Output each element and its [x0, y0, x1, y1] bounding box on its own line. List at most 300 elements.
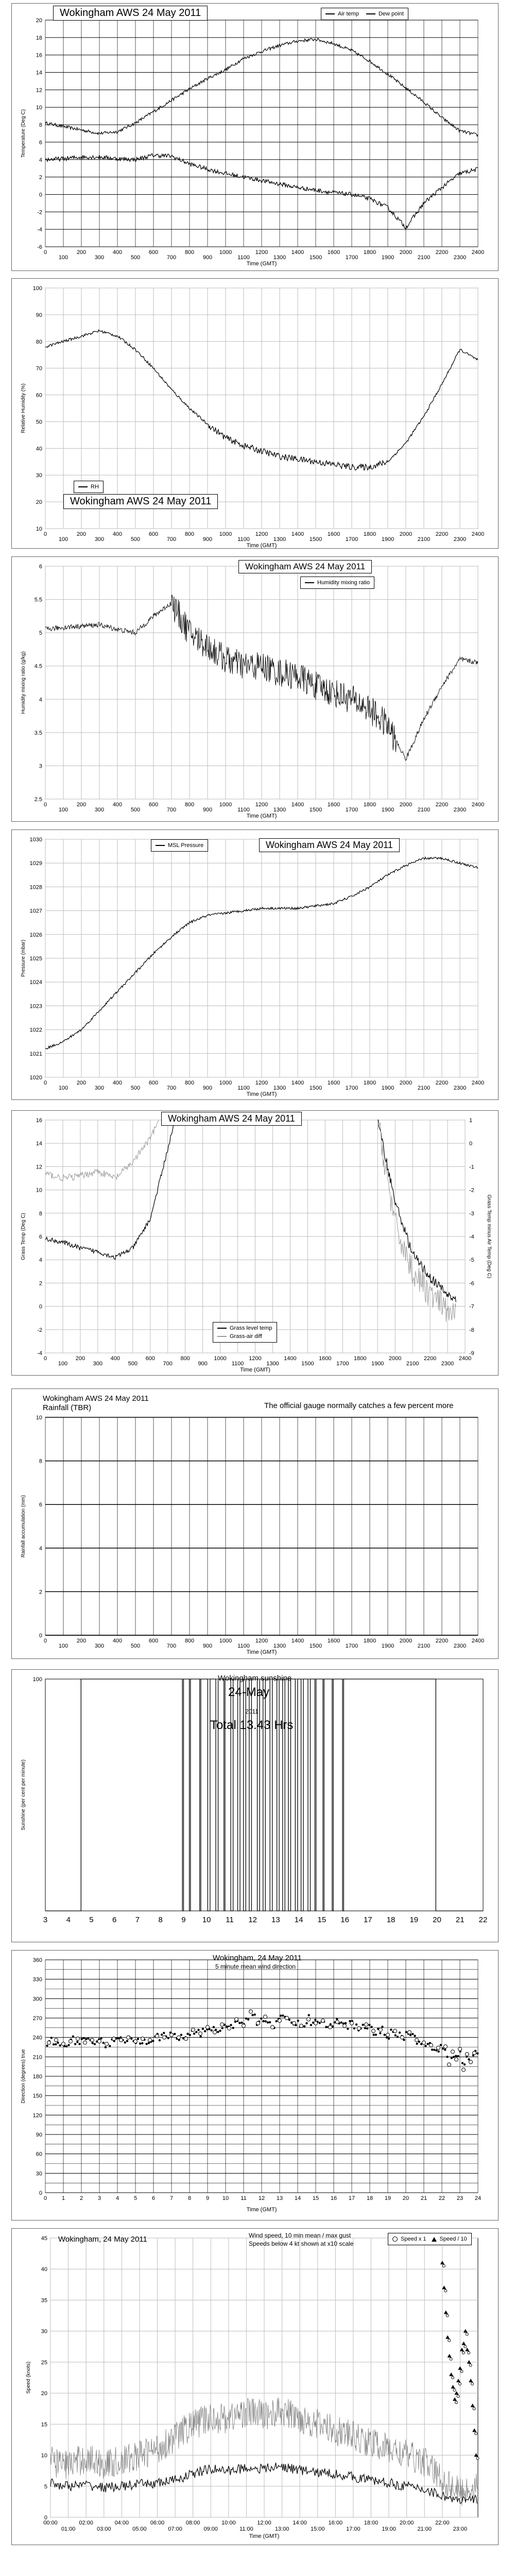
wind-direction-marker — [184, 2037, 188, 2041]
wind-direction-marker — [83, 2041, 87, 2044]
x-tick-label: 600 — [148, 1080, 159, 1086]
x-tick-label: 22:00 — [435, 2520, 450, 2526]
wind-direction-marker — [242, 2024, 246, 2028]
chart-title: Wokingham AWS 24 May 2011 — [63, 494, 218, 509]
y2-tick-label: 0 — [469, 1141, 473, 1147]
x-tick-label: 100 — [58, 255, 68, 261]
speed-x1-marker — [473, 2408, 475, 2410]
x-tick-label: 21 — [455, 1916, 465, 1924]
x-tick-label: 10:00 — [221, 2520, 236, 2526]
wind-direction-point — [427, 2043, 429, 2045]
wind-direction-marker — [170, 2033, 174, 2037]
chart-title: Wokingham AWS 24 May 2011 — [161, 1112, 302, 1126]
wind-direction-point — [297, 2020, 299, 2022]
x-tick-label: 1400 — [291, 249, 304, 256]
x-tick-label: 1100 — [237, 255, 250, 261]
x-tick-label: 300 — [93, 1361, 103, 1367]
x-tick-label: 11:00 — [239, 2526, 253, 2532]
x-tick-label: 1000 — [214, 1355, 227, 1362]
x-tick-label: 600 — [148, 802, 159, 808]
wind-direction-marker — [192, 2028, 195, 2031]
speed-x1-marker — [475, 2432, 477, 2435]
wind-direction-point — [152, 2040, 154, 2042]
x-tick-label: 2 — [79, 2195, 83, 2201]
x-tick-label: 800 — [184, 531, 195, 537]
x-tick-label: 1900 — [381, 255, 394, 261]
x-tick-label: 2300 — [453, 1643, 467, 1649]
wind-direction-chart — [12, 1951, 499, 2221]
wind-direction-point — [303, 2025, 305, 2027]
speed-x1-marker — [446, 2314, 449, 2317]
speed-x1-marker — [462, 2351, 465, 2354]
x-axis-label: Time (GMT) — [246, 2207, 277, 2213]
x-tick-label: 1600 — [319, 1355, 332, 1362]
wind-direction-point — [174, 2033, 176, 2035]
y-tick-label: 45 — [41, 2235, 47, 2242]
plot-area — [45, 1679, 483, 1911]
x-tick-label: 900 — [198, 1361, 208, 1367]
y-tick-label: 120 — [32, 2112, 42, 2119]
legend-label: MSL Pressure — [168, 842, 204, 849]
wind-direction-point — [55, 2043, 57, 2045]
y-tick-label: 4 — [39, 1257, 42, 1264]
wind-direction-point — [72, 2036, 74, 2038]
y-tick-label: -2 — [37, 209, 42, 216]
wind-direction-point — [405, 2031, 407, 2033]
x-tick-label: 0 — [43, 1080, 47, 1086]
wind-direction-point — [81, 2038, 83, 2040]
wind-direction-point — [137, 2038, 139, 2040]
x-tick-label: 21 — [420, 2195, 427, 2201]
x-tick-label: 1300 — [273, 536, 286, 543]
wind-direction-point — [102, 2042, 105, 2044]
y-tick-label: 6 — [39, 1234, 42, 1240]
x-tick-label: 1800 — [363, 531, 376, 537]
x-tick-label: 2300 — [441, 1361, 454, 1367]
speed-x1-marker — [457, 2395, 459, 2398]
wind-direction-point — [399, 2031, 401, 2033]
y2-tick-label: -6 — [469, 1280, 474, 1287]
y-axis-label: Humidity mixing ratio (g/kg) — [21, 651, 26, 714]
x-tick-label: 400 — [112, 531, 123, 537]
wind-direction-point — [219, 2030, 221, 2032]
x-tick-label: 200 — [76, 1080, 87, 1086]
x-tick-label: 2100 — [417, 536, 431, 543]
wind-direction-point — [355, 2023, 357, 2025]
x-tick-label: 2000 — [399, 1080, 413, 1086]
wind-direction-point — [260, 2018, 262, 2020]
wind-direction-marker — [444, 2045, 448, 2048]
wind-direction-point — [100, 2037, 102, 2039]
y-tick-label: 90 — [36, 312, 42, 318]
x-tick-label: 1000 — [219, 1080, 232, 1086]
wind-direction-marker — [307, 2018, 311, 2021]
wind-direction-marker — [256, 2022, 260, 2025]
speed-x1-marker — [453, 2389, 456, 2392]
y-tick-label: 4.5 — [34, 663, 42, 670]
wind-direction-point — [394, 2034, 397, 2036]
x-tick-label: 0 — [43, 2195, 47, 2201]
x-tick-label: 2400 — [471, 531, 485, 537]
x-tick-label: 800 — [184, 1080, 195, 1086]
x-tick-label: 300 — [94, 536, 105, 543]
y-tick-label: 2 — [39, 1280, 42, 1287]
wind-direction-point — [204, 2030, 206, 2032]
wind-direction-point — [409, 2034, 411, 2036]
y2-axis-label: Grass Temp minus Air Temp (Deg C) — [486, 1194, 492, 1279]
wind-direction-point — [67, 2044, 70, 2046]
x-axis-label: Time (GMT) — [246, 1649, 277, 1655]
wind-direction-point — [431, 2048, 433, 2050]
x-axis-label: Time (GMT) — [249, 2533, 280, 2539]
wind-direction-point — [217, 2031, 219, 2033]
y-tick-label: 210 — [32, 2054, 42, 2061]
x-tick-label: 100 — [58, 1643, 68, 1649]
wind-direction-point — [167, 2037, 169, 2039]
x-tick-label: 200 — [75, 1355, 85, 1362]
x-tick-label: 1500 — [309, 807, 322, 813]
y-tick-label: 12 — [36, 87, 42, 94]
speed-x1-marker — [464, 2345, 467, 2348]
wind-direction-marker — [156, 2035, 159, 2038]
speed-x1-marker — [444, 2290, 447, 2292]
y-tick-label: 4 — [39, 1545, 42, 1552]
chart-subtitle: 5 minute mean wind direction — [215, 1963, 296, 1970]
wind-direction-chart-panel — [11, 1950, 499, 2221]
wind-direction-point — [163, 2032, 165, 2034]
speed-x1-marker — [448, 2339, 451, 2342]
legend-swatch — [366, 13, 375, 14]
rainfall-chart-panel — [11, 1388, 499, 1659]
x-tick-label: 500 — [130, 255, 141, 261]
wind-speed-chart-panel — [11, 2228, 499, 2545]
x-tick-label: 2000 — [399, 802, 413, 808]
x-tick-label: 2000 — [399, 1638, 413, 1644]
y2-tick-label: -9 — [469, 1350, 474, 1357]
x-tick-label: 04:00 — [114, 2520, 129, 2526]
x-tick-label: 00:00 — [43, 2520, 58, 2526]
chart-subtitle: Rainfall (TBR) — [43, 1403, 92, 1412]
y-tick-label: 1024 — [29, 979, 42, 986]
wind-direction-point — [433, 2049, 435, 2051]
y-tick-label: 20 — [36, 18, 42, 24]
x-tick-label: 100 — [58, 536, 68, 543]
wind-direction-point — [464, 2063, 466, 2065]
y-tick-label: 5 — [44, 2483, 47, 2490]
x-tick-label: 19 — [384, 2195, 391, 2201]
x-tick-label: 2200 — [435, 1638, 449, 1644]
x-tick-label: 2000 — [399, 531, 413, 537]
wind-direction-point — [461, 2062, 464, 2064]
chart-title: Wokingham AWS 24 May 2011 — [53, 6, 208, 21]
x-tick-label: 1000 — [219, 1638, 232, 1644]
x-tick-label: 07:00 — [168, 2526, 182, 2532]
x-tick-label: 500 — [128, 1361, 138, 1367]
wind-direction-point — [245, 2018, 247, 2020]
grass-temp-chart-panel — [11, 1110, 499, 1376]
x-tick-label: 1500 — [309, 1085, 322, 1091]
y-tick-label: -2 — [37, 1327, 42, 1333]
x-tick-label: 700 — [166, 536, 177, 543]
x-tick-label: 13:00 — [274, 2526, 289, 2532]
wind-direction-point — [57, 2042, 59, 2044]
speed-x1-marker — [460, 2370, 463, 2372]
x-tick-label: 400 — [110, 1355, 121, 1362]
y-axis-label: Temperature (Deg C) — [21, 109, 26, 158]
x-tick-label: 15 — [312, 2195, 319, 2201]
x-tick-label: 2200 — [435, 249, 449, 256]
x-tick-label: 1200 — [255, 1638, 268, 1644]
y-tick-label: 100 — [32, 285, 42, 292]
mixing-ratio-chart — [12, 557, 499, 822]
x-tick-label: 2400 — [471, 802, 485, 808]
wind-direction-point — [78, 2043, 80, 2045]
x-tick-label: 400 — [112, 1638, 123, 1644]
speed-x1-marker — [450, 2358, 452, 2360]
wind-direction-marker — [462, 2068, 466, 2072]
chart-legend — [213, 1322, 277, 1343]
wind-direction-marker — [422, 2041, 426, 2044]
wind-direction-point — [375, 2033, 377, 2036]
y-axis-label: Speed (knots) — [26, 2361, 31, 2394]
y-tick-label: 90 — [36, 2132, 42, 2138]
wind-direction-point — [148, 2042, 150, 2044]
wind-direction-point — [232, 2027, 234, 2029]
y-tick-label: 4 — [39, 697, 42, 703]
x-tick-label: 4 — [115, 2195, 119, 2201]
x-tick-label: 300 — [94, 1643, 105, 1649]
wind-direction-marker — [300, 2024, 303, 2028]
wind-direction-point — [202, 2028, 204, 2030]
y-axis-label: Pressure (mbar) — [21, 939, 26, 977]
wind-direction-marker — [473, 2051, 476, 2055]
y-tick-label: 1027 — [29, 908, 42, 914]
wind-direction-point — [390, 2029, 392, 2031]
wind-direction-point — [109, 2045, 111, 2047]
y-axis-label: Grass Temp (Deg C) — [21, 1213, 26, 1260]
x-tick-label: 2400 — [471, 1080, 485, 1086]
y-tick-label: 1023 — [29, 1003, 42, 1010]
wind-direction-marker — [163, 2036, 166, 2039]
x-tick-label: 400 — [112, 802, 123, 808]
x-tick-label: 100 — [58, 807, 68, 813]
x-tick-label: 7 — [135, 1916, 140, 1924]
wind-direction-marker — [228, 2027, 231, 2030]
y-tick-label: 4 — [39, 157, 42, 163]
x-tick-label: 2300 — [453, 536, 467, 543]
y-tick-label: 360 — [32, 1957, 42, 1963]
wind-direction-point — [126, 2040, 128, 2042]
x-tick-label: 18 — [366, 2195, 373, 2201]
x-tick-label: 300 — [94, 1085, 105, 1091]
y-tick-label: 3.5 — [34, 730, 42, 736]
wind-direction-point — [340, 2022, 342, 2024]
x-tick-label: 1500 — [309, 1643, 322, 1649]
wind-direction-marker — [47, 2041, 51, 2044]
y-tick-label: 0 — [39, 2190, 42, 2196]
wind-direction-point — [189, 2034, 191, 2036]
wind-direction-point — [366, 2027, 368, 2029]
legend-item-air-temp — [325, 10, 359, 18]
x-tick-label: 2200 — [423, 1355, 437, 1362]
y-tick-label: 20 — [41, 2391, 47, 2397]
x-tick-label: 12:00 — [257, 2520, 271, 2526]
chart-legend — [151, 839, 208, 852]
x-tick-label: 20:00 — [399, 2520, 414, 2526]
wind-direction-point — [416, 2043, 418, 2045]
x-tick-label: 200 — [76, 1638, 87, 1644]
x-tick-label: 1800 — [363, 1638, 376, 1644]
x-tick-label: 6 — [151, 2195, 156, 2201]
wind-direction-point — [280, 2014, 282, 2016]
x-tick-label: 5 — [89, 1916, 94, 1924]
x-tick-label: 24 — [474, 2195, 482, 2201]
x-tick-label: 12 — [248, 1916, 257, 1924]
x-tick-label: 1900 — [371, 1361, 384, 1367]
speed-x1-marker — [471, 2383, 474, 2385]
pressure-chart-panel — [11, 829, 499, 1100]
x-tick-label: 15:00 — [310, 2526, 325, 2532]
x-tick-label: 3 — [43, 1916, 48, 1924]
x-axis-label: Time (GMT) — [246, 1091, 277, 1097]
wind-direction-marker — [119, 2038, 123, 2042]
x-tick-label: 6 — [112, 1916, 117, 1924]
x-tick-label: 700 — [166, 1085, 177, 1091]
x-tick-label: 400 — [112, 1080, 123, 1086]
x-tick-label: 2200 — [435, 1080, 449, 1086]
wind-direction-marker — [466, 2053, 469, 2056]
x-tick-label: 900 — [202, 536, 213, 543]
wind-direction-point — [130, 2038, 132, 2040]
x-axis-label: Time (GMT) — [246, 813, 277, 819]
date-label: 24-May — [228, 1685, 270, 1699]
x-tick-label: 0 — [43, 802, 47, 808]
x-tick-label: 1500 — [309, 536, 322, 543]
wind-direction-point — [388, 2038, 390, 2040]
wind-direction-marker — [321, 2019, 325, 2023]
wind-direction-marker — [415, 2038, 419, 2042]
x-tick-label: 1200 — [255, 1080, 268, 1086]
y-tick-label: 0 — [39, 1303, 42, 1310]
speed-x1-marker — [442, 2265, 445, 2267]
x-tick-label: 0 — [43, 249, 47, 256]
x-tick-label: 08:00 — [185, 2520, 200, 2526]
x-tick-label: 1400 — [291, 531, 304, 537]
x-tick-label: 1500 — [301, 1361, 314, 1367]
wind-direction-marker — [278, 2019, 282, 2023]
x-tick-label: 1000 — [219, 531, 232, 537]
y-tick-label: 16 — [36, 1117, 42, 1124]
x-tick-label: 200 — [76, 249, 87, 256]
y-tick-label: 1022 — [29, 1027, 42, 1033]
x-tick-label: 1300 — [266, 1361, 279, 1367]
wind-direction-marker — [76, 2037, 80, 2041]
x-tick-label: 5 — [133, 2195, 138, 2201]
x-tick-label: 0 — [43, 1355, 47, 1362]
x-tick-label: 01:00 — [61, 2526, 76, 2532]
x-tick-label: 18 — [386, 1916, 396, 1924]
x-tick-label: 700 — [166, 255, 177, 261]
wind-direction-point — [442, 2047, 444, 2049]
y-tick-label: 30 — [41, 2328, 47, 2335]
y-tick-label: 50 — [36, 419, 42, 426]
wind-direction-point — [76, 2041, 78, 2043]
wind-direction-marker — [386, 2033, 390, 2037]
wind-direction-marker — [141, 2037, 145, 2041]
speed-x1-marker — [469, 2364, 472, 2366]
y-tick-label: 18 — [36, 35, 42, 41]
y-tick-label: 2 — [39, 1589, 42, 1596]
x-tick-label: 8 — [187, 2195, 192, 2201]
wind-direction-marker — [379, 2028, 383, 2031]
x-tick-label: 1300 — [273, 1085, 286, 1091]
x-tick-label: 23:00 — [453, 2526, 468, 2532]
sunshine-chart-panel — [11, 1669, 499, 1942]
wind-direction-marker — [91, 2038, 94, 2042]
wind-direction-point — [221, 2027, 224, 2029]
x-tick-label: 4 — [66, 1916, 71, 1924]
x-tick-label: 03:00 — [96, 2526, 111, 2532]
x-tick-label: 600 — [145, 1355, 155, 1362]
wind-direction-point — [397, 2036, 399, 2038]
wind-direction-point — [384, 2033, 386, 2036]
wind-direction-marker — [271, 2025, 274, 2029]
chart-title: Wokingham sunshine — [218, 1674, 292, 1683]
wind-direction-point — [476, 2053, 478, 2055]
wind-direction-marker — [430, 2043, 433, 2047]
wind-direction-marker — [148, 2038, 152, 2042]
wind-direction-point — [325, 2026, 327, 2028]
x-tick-label: 18:00 — [364, 2520, 379, 2526]
chart-title: Wokingham AWS 24 May 2011 — [238, 560, 372, 573]
x-tick-label: 600 — [148, 1638, 159, 1644]
legend-swatch — [305, 582, 314, 583]
x-tick-label: 1600 — [327, 802, 340, 808]
wind-direction-point — [379, 2032, 381, 2034]
legend-label: Dew point — [378, 11, 404, 17]
wind-direction-point — [414, 2035, 416, 2037]
x-tick-label: 2400 — [471, 1638, 485, 1644]
speed-x1-marker — [458, 2383, 461, 2385]
y-tick-label: 14 — [36, 1141, 42, 1147]
y-tick-label: 6 — [39, 139, 42, 146]
x-tick-label: 200 — [76, 531, 87, 537]
y2-tick-label: -7 — [469, 1303, 474, 1310]
y-tick-label: -4 — [37, 227, 42, 233]
wind-direction-marker — [293, 2022, 296, 2025]
y-tick-label: 16 — [36, 52, 42, 59]
wind-direction-point — [362, 2024, 364, 2026]
x-axis-label: Time (GMT) — [246, 543, 277, 549]
speed-x1-marker — [466, 2333, 468, 2335]
x-tick-label: 900 — [202, 1643, 213, 1649]
x-tick-label: 2300 — [453, 807, 467, 813]
x-tick-label: 1200 — [255, 249, 268, 256]
wind-direction-point — [85, 2038, 87, 2040]
wind-direction-point — [276, 2020, 278, 2022]
x-tick-label: 500 — [130, 536, 141, 543]
wind-direction-marker — [451, 2050, 455, 2054]
x-tick-label: 1600 — [327, 249, 340, 256]
legend-swatch — [325, 13, 335, 14]
wind-direction-point — [368, 2024, 370, 2026]
x-tick-label: 17 — [363, 1916, 372, 1924]
wind-direction-point — [193, 2032, 195, 2035]
legend-label: Humidity mixing ratio — [317, 580, 370, 586]
x-tick-label: 21:00 — [417, 2526, 432, 2532]
x-tick-label: 1900 — [381, 536, 394, 543]
x-tick-label: 23 — [456, 2195, 464, 2201]
